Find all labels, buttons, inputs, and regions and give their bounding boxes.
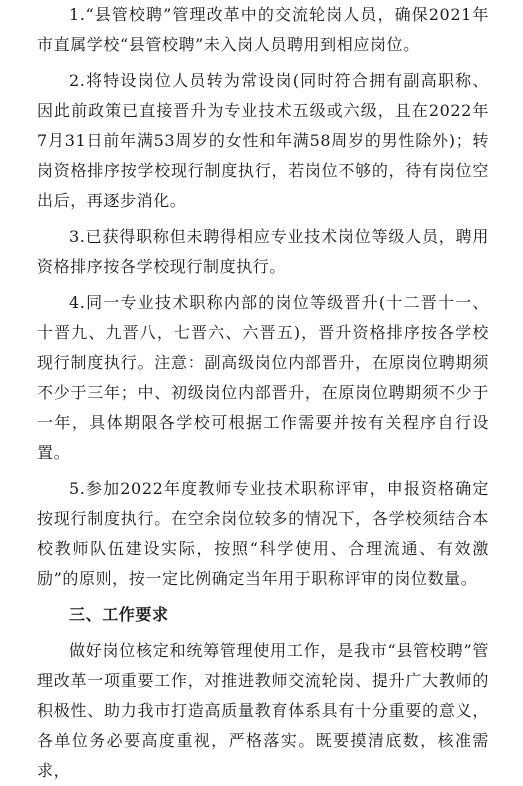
section-heading: 三、工作要求 (69, 605, 169, 624)
paragraph-4: 4.同一专业技术职称内部的岗位等级晋升(十二晋十一、十晋九、九晋八，七晋六、六晋五)，晋升资格排序按各学校现行制度执行。注意：副高级岗位内部晋升，在原岗位聘期须不少于三年；中、初级岗位内部晋升，在原岗位聘期须不少于一年，具体期限各学校可根据工作需要并按有关程序自行设置。 (37, 293, 489, 462)
paragraph-3: 3.已获得职称但未聘得相应专业技术岗位等级人员，聘用资格排序按各学校现行制度执行。 (37, 227, 489, 276)
document-page (37, 0, 489, 780)
paragraph-5: 5.参加2022年度教师专业技术职称评审，申报资格确定按现行制度执行。在空余岗位较多的情况下，各学校须结合本校教师队伍建设实际，按照“科学使用、合理流通、有效激励”的原则，按一定比例确定当年用于职称评审的岗位数量。 (37, 479, 489, 588)
paragraph-2: 2.将特设岗位人员转为常设岗(同时符合拥有副高职称、因此前政策已直接晋升为专业技术五级或六级，且在2022年7月31日前年满53周岁的女性和年满58周岁的男性除外)；转岗资格排序按学校现行制度执行，若岗位不够的，待有岗位空出后，再逐步消化。 (37, 71, 489, 210)
paragraph-1: 1.“县管校聘”管理改革中的交流轮岗人员，确保2021年市直属学校“县管校聘”未入岗人员聘用到相应岗位。 (37, 5, 489, 54)
closing-paragraph: 做好岗位核定和统筹管理使用工作，是我市“县管校聘”管理改革一项重要工作，对推进教师交流轮岗、提升广大教师的积极性、助力我市打造高质量教育体系具有十分重要的意义，各单位务必要高度重视，严格落实。既要摸清底数，核准需求， (37, 641, 489, 780)
